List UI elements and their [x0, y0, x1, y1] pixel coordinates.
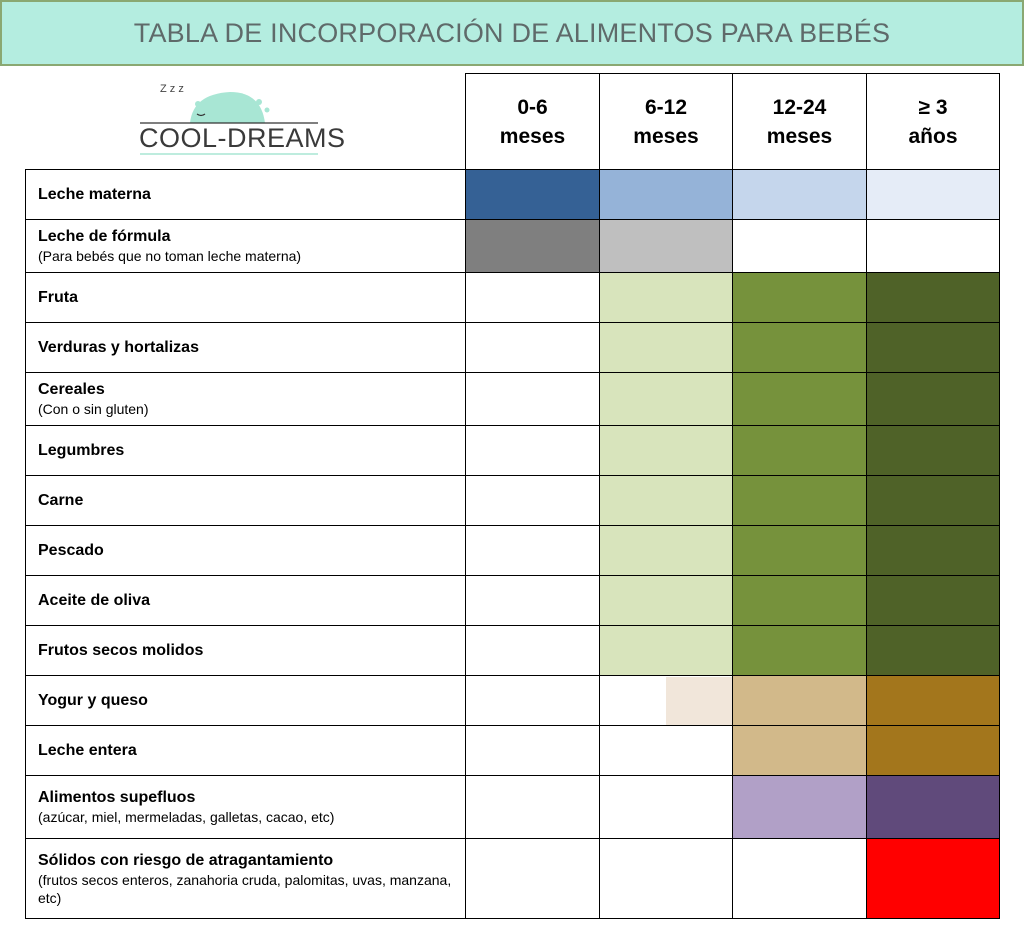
color-cell	[733, 576, 867, 626]
color-cell	[600, 576, 733, 626]
color-cell	[733, 273, 867, 323]
food-name: Frutos secos molidos	[38, 641, 204, 659]
age-column-header	[867, 74, 1000, 170]
color-cell	[867, 426, 1000, 476]
color-cell	[733, 373, 867, 426]
color-cell	[466, 373, 600, 426]
age-column-header	[733, 74, 867, 170]
color-cell	[466, 776, 600, 839]
food-introduction-table	[25, 73, 1000, 919]
food-name: Leche de fórmula	[38, 228, 171, 245]
color-cell	[733, 526, 867, 576]
food-row	[26, 576, 1000, 626]
color-cell	[600, 373, 733, 426]
color-cell	[867, 576, 1000, 626]
food-label-cell	[26, 676, 466, 726]
food-name: Fruta	[38, 288, 78, 306]
color-cell	[600, 273, 733, 323]
age-unit: meses	[766, 124, 833, 148]
color-cell	[867, 676, 1000, 726]
food-row	[26, 373, 1000, 426]
color-cell	[733, 170, 867, 220]
table-body	[26, 170, 1000, 919]
title-banner	[0, 0, 1024, 66]
color-cell	[466, 576, 600, 626]
color-cell	[600, 839, 733, 919]
page-title: TABLA DE INCORPORACIÓN DE ALIMENTOS PARA BEBÉS	[133, 17, 891, 48]
color-cell	[600, 426, 733, 476]
color-cell	[466, 726, 600, 776]
color-cell	[466, 676, 600, 726]
age-unit: meses	[499, 124, 566, 148]
color-cell	[466, 526, 600, 576]
food-row	[26, 526, 1000, 576]
age-range: 12-24	[772, 95, 827, 119]
age-range: 0-6	[517, 95, 548, 119]
age-header-row	[26, 74, 1000, 170]
color-cell-half	[666, 677, 732, 725]
color-cell	[600, 726, 733, 776]
food-name: Carne	[38, 491, 84, 509]
logo-word-dreams: DREAMS	[227, 123, 346, 153]
color-cell	[733, 776, 867, 839]
color-cell	[867, 273, 1000, 323]
food-label-cell	[26, 220, 466, 273]
color-cell-half	[600, 677, 666, 725]
color-cell	[867, 170, 1000, 220]
food-note: (azúcar, miel, mermeladas, galletas, cacao, etc)	[38, 809, 335, 825]
food-note: (Con o sin gluten)	[38, 401, 149, 417]
color-cell	[466, 323, 600, 373]
color-cell	[733, 626, 867, 676]
color-cell	[600, 526, 733, 576]
header-spacer	[26, 74, 466, 170]
color-cell	[733, 426, 867, 476]
age-unit: meses	[633, 124, 699, 148]
food-name: Pescado	[38, 541, 104, 559]
color-cell	[600, 676, 733, 726]
food-name: Cereales	[38, 381, 105, 398]
age-unit: años	[908, 124, 958, 148]
color-cell	[867, 526, 1000, 576]
food-name: Leche materna	[38, 185, 151, 203]
logo-word-cool: COOL-	[139, 123, 228, 153]
food-row	[26, 839, 1000, 919]
food-label-cell	[26, 776, 466, 839]
food-row	[26, 476, 1000, 526]
food-label-cell	[26, 426, 466, 476]
food-name: Legumbres	[38, 441, 125, 459]
food-note: (frutos secos enteros, zanahoria cruda, palomitas, uvas, manzana, etc)	[38, 871, 452, 906]
food-label-cell	[26, 373, 466, 426]
color-cell	[466, 170, 600, 220]
color-cell	[733, 839, 867, 919]
food-row	[26, 170, 1000, 220]
color-cell	[600, 220, 733, 273]
food-label-cell	[26, 323, 466, 373]
food-name: Leche entera	[38, 741, 137, 759]
color-cell	[867, 839, 1000, 919]
color-cell	[600, 476, 733, 526]
food-label-cell	[26, 273, 466, 323]
food-label-cell	[26, 726, 466, 776]
food-label-cell	[26, 626, 466, 676]
color-cell	[733, 323, 867, 373]
food-name: Alimentos supefluos	[38, 789, 196, 806]
food-label-cell	[26, 576, 466, 626]
age-column-header	[600, 74, 733, 170]
color-cell	[466, 839, 600, 919]
food-row	[26, 626, 1000, 676]
color-cell	[466, 426, 600, 476]
food-row	[26, 220, 1000, 273]
color-cell	[733, 676, 867, 726]
color-cell	[867, 323, 1000, 373]
color-cell	[600, 626, 733, 676]
food-row	[26, 726, 1000, 776]
color-cell	[600, 170, 733, 220]
food-row	[26, 776, 1000, 839]
color-cell	[867, 220, 1000, 273]
food-label-cell	[26, 526, 466, 576]
food-row	[26, 323, 1000, 373]
color-cell	[466, 626, 600, 676]
food-row	[26, 426, 1000, 476]
food-name: Verduras y hortalizas	[38, 338, 199, 356]
food-label-cell	[26, 476, 466, 526]
food-label-cell	[26, 839, 466, 919]
food-row	[26, 273, 1000, 323]
age-range: 6-12	[644, 95, 688, 119]
color-cell	[600, 323, 733, 373]
color-cell	[466, 273, 600, 323]
food-row	[26, 676, 1000, 726]
age-range: ≥ 3	[918, 95, 948, 119]
color-cell	[466, 476, 600, 526]
color-cell	[733, 220, 867, 273]
color-cell	[600, 776, 733, 839]
food-name: Sólidos con riesgo de atragantamiento	[38, 851, 334, 869]
color-cell	[733, 726, 867, 776]
color-cell	[867, 476, 1000, 526]
logo-zzz: Z z z	[160, 83, 184, 95]
color-cell	[867, 726, 1000, 776]
color-cell	[867, 626, 1000, 676]
color-cell	[867, 776, 1000, 839]
food-name: Aceite de oliva	[38, 591, 151, 609]
food-name: Yogur y queso	[38, 691, 148, 709]
age-column-header	[466, 74, 600, 170]
food-note: (Para bebés que no toman leche materna)	[38, 248, 302, 264]
food-label-cell	[26, 170, 466, 220]
color-cell	[466, 220, 600, 273]
color-cell	[733, 476, 867, 526]
color-cell	[867, 373, 1000, 426]
